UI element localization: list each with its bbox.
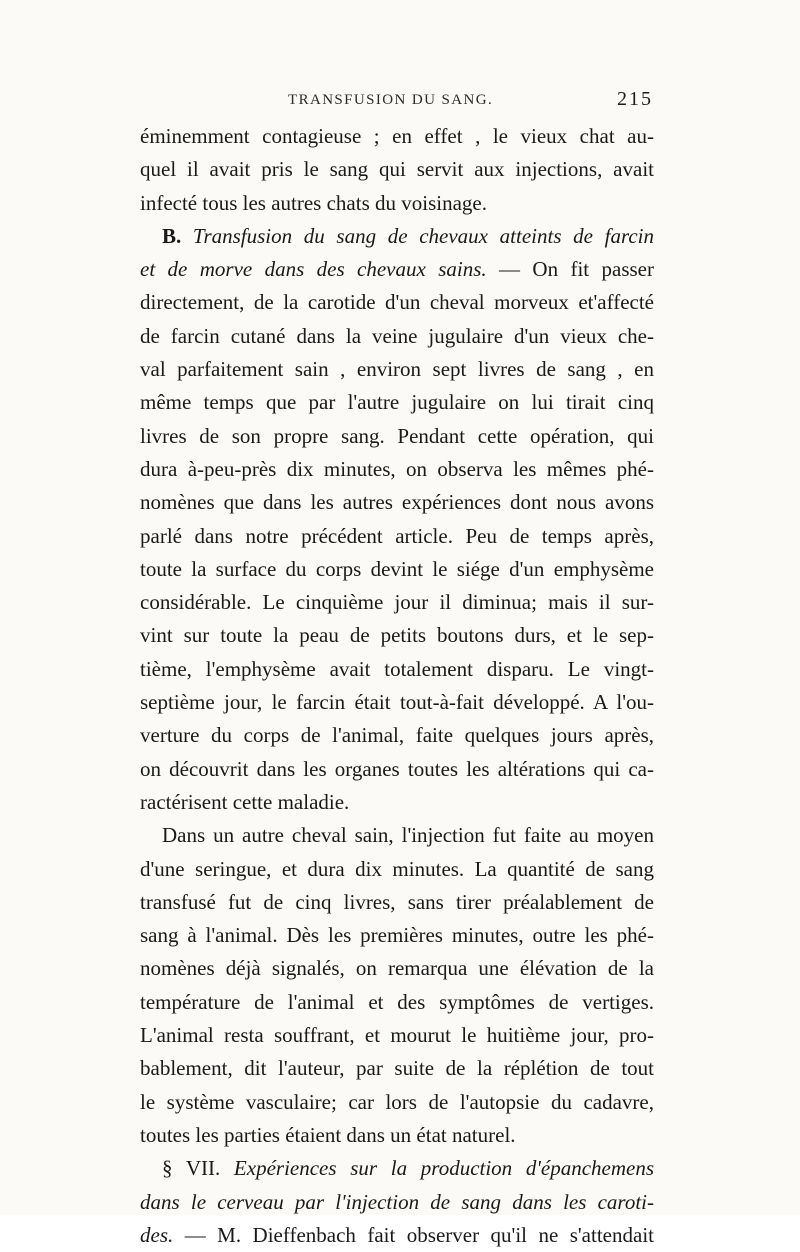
text-line: tième, l'emphysème avait totalement disparu. Le vingt- — [140, 656, 654, 681]
text-line: nomènes que dans les autres expériences dont nous avons — [140, 490, 654, 515]
section-marker: B. — [162, 223, 193, 248]
text-line: nomènes déjà signalés, on remarqua une élévation de la — [140, 956, 654, 981]
text-line: L'animal resta souffrant, et mourut le huitième jour, pro- — [140, 1023, 654, 1048]
section-marker: § VII. — [162, 1156, 234, 1181]
section-title-continued: des. — [140, 1222, 174, 1247]
text-line: on découvrit dans les organes toutes les altérations qui ca- — [140, 756, 654, 781]
text-line: livres de son propre sang. Pendant cette opération, qui — [140, 423, 654, 448]
section-heading-b — [140, 220, 654, 253]
text-line: quel il avait pris le sang qui servit aux injections, avait — [140, 157, 654, 182]
text-line: éminemment contagieuse ; en effet , le vieux chat au- — [140, 124, 654, 148]
text-line: Dans un autre cheval sain, l'injection fut faite au moyen — [162, 823, 654, 848]
text-line: transfusé fut de cinq livres, sans tirer préalablement de — [140, 889, 654, 914]
text-line: parlé dans notre précédent article. Peu de temps après, — [140, 523, 654, 548]
text-line: température de l'animal et des symptômes de vertiges. — [140, 989, 654, 1014]
section-title: Transfusion du sang de chevaux atteints de farcin — [192, 223, 654, 248]
text-line: même temps que par l'autre jugulaire on lui tirait cinq — [140, 390, 654, 415]
text-line: directement, de la carotide d'un cheval morveux et'affecté — [140, 290, 654, 315]
text-line: le système vasculaire; car lors de l'autopsie du cadavre, — [140, 1089, 654, 1114]
text-line: infecté tous les autres chats du voisinage. — [140, 190, 487, 215]
text-line: ractérisent cette maladie. — [140, 789, 350, 814]
text-line: considérable. Le cinquième jour il diminua; mais il sur- — [140, 590, 654, 615]
section-title-continued: dans le cerveau par l'injection de sang dans les caroti- — [140, 1189, 654, 1214]
running-head: TRANSFUSION DU SANG. — [288, 92, 494, 108]
text-line: sang à l'animal. Dès les premières minutes, outre les phé- — [140, 923, 654, 948]
section-title-continued: et de morve dans des chevaux sains. — [140, 257, 487, 282]
text-line: val parfaitement sain , environ sept livres de sang , en — [140, 357, 654, 382]
page-header — [140, 88, 653, 118]
text-line — [140, 1186, 654, 1219]
text-span: — M. Dieffenbach fait observer qu'il ne s'attendait — [173, 1222, 654, 1247]
text-line: dura à-peu-près dix minutes, on observa les mêmes phé- — [140, 456, 654, 481]
text-line: septième jour, le farcin était tout-à-fait développé. A l'ou- — [140, 690, 654, 715]
text-line — [140, 1219, 654, 1252]
text-body — [140, 120, 654, 1252]
text-line: verture du corps de l'animal, faite quelques jours après, — [140, 723, 654, 748]
page-number: 215 — [617, 88, 653, 110]
section-title: Expériences sur la production d'épanchemens — [233, 1156, 654, 1181]
text-line: d'une seringue, et dura dix minutes. La quantité de sang — [140, 856, 654, 881]
text-line: bablement, dit l'auteur, par suite de la réplétion de tout — [140, 1056, 654, 1081]
text-line: toutes les parties étaient dans un état naturel. — [140, 1122, 516, 1147]
text-line — [140, 253, 654, 286]
text-line: de farcin cutané dans la veine jugulaire d'un vieux che- — [140, 323, 654, 348]
text-line: toute la surface du corps devint le siége d'un emphysème — [140, 556, 654, 581]
text-span: — On fit passer — [486, 257, 654, 282]
text-line: vint sur toute la peau de petits boutons durs, et le sep- — [140, 623, 654, 648]
section-heading-vii — [140, 1152, 654, 1185]
